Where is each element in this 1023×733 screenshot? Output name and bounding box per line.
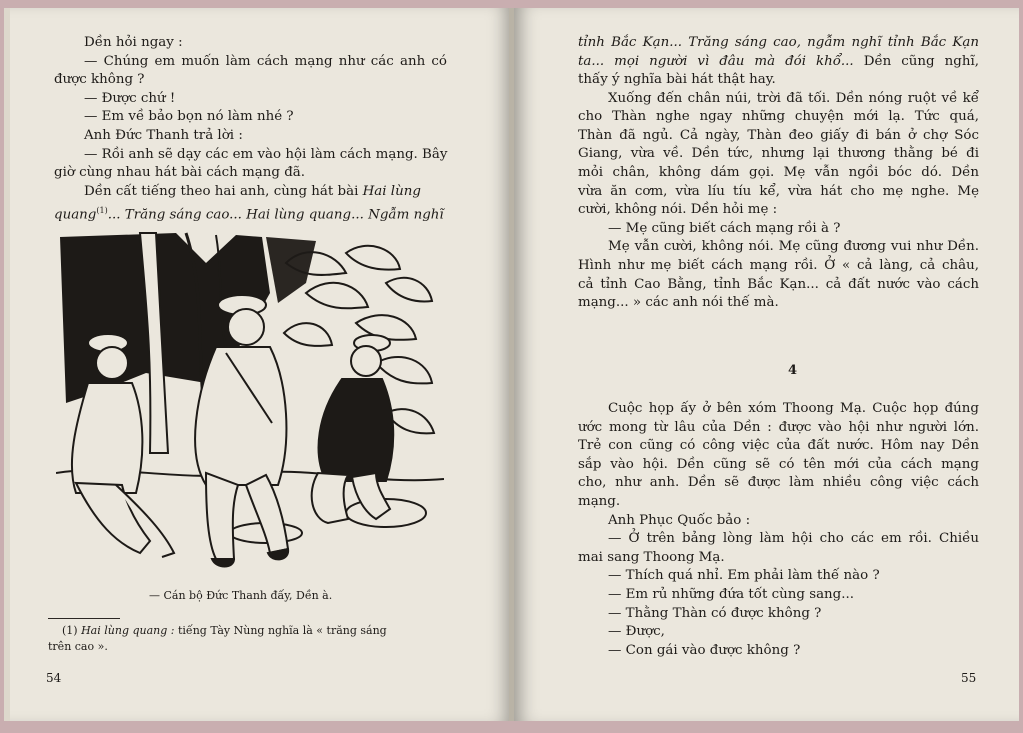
- page-number-right: 55: [961, 671, 977, 685]
- right-page: [514, 8, 1019, 721]
- book-spread: [4, 8, 1019, 721]
- right-page-text: [578, 71, 979, 313]
- text-line: Anh Phục Quốc bảo :: [608, 512, 751, 528]
- footnote: (1) Hai lùng quang : tiếng Tày Nùng nghĩa là « trăng sáng trên cao ».: [48, 624, 387, 653]
- text-line: mạng.: [578, 493, 621, 509]
- text-line: cả tỉnh Cao Bằng, tỉnh Bắc Kạn... cả đất nước vào cách: [578, 276, 979, 292]
- text-line: Giang, vừa về. Dền tức, nhưng lại thương thằng bé đi: [578, 146, 979, 162]
- text-line: vừa ăn cơm, vừa líu tíu kể, vừa hát cho mẹ nghe. Mẹ: [578, 183, 979, 199]
- text-line: Anh Đức Thanh trả lời :: [84, 127, 243, 143]
- text-line: Trẻ con cũng có công việc của đất nước. Hôm nay Dền: [578, 438, 979, 454]
- text-line: quang$^{(1)}$... Trăng sáng cao... Hai lùng quang... Ngẫm nghĩ: [54, 205, 444, 223]
- text-line: Thàn đã ngủ. Cả ngày, Thàn đeo giấy đi bán ở chợ Sóc: [578, 127, 979, 143]
- text-line: Dền hỏi ngay :: [84, 35, 183, 50]
- text-line: mạng... » các anh nói thế mà.: [578, 295, 779, 311]
- text-line: được không ?: [54, 72, 145, 88]
- text-line: cho Thàn nghe ngay những chuyện mới lạ. Tức quá,: [578, 109, 979, 125]
- text-line: mỏi chân, không dám gọi. Mẹ vẫn ngồi bóc dó. Dền: [578, 164, 979, 180]
- text-line: cho, như anh. Dền sẽ được làm nhiều công việc cách: [578, 475, 979, 491]
- text-line: — Ở trên bảng lòng làm hội cho các em rồi. Chiều: [608, 531, 979, 547]
- text-line: ước mong từ lâu của Dền : được vào hội như người lớn.: [578, 419, 979, 435]
- text-line: thấy ý nghĩa bài hát thật hay.: [578, 72, 776, 87]
- right-page-text-chapter: [578, 400, 979, 660]
- text-line: ta... mọi người vì đâu mà đói khổ... Dền cũng nghĩ,: [578, 53, 979, 69]
- text-line: — Em về bảo bọn nó làm nhé ?: [84, 109, 294, 125]
- text-line: — Chúng em muốn làm cách mạng như các anh có: [84, 53, 447, 69]
- text-line: — Con gái vào được không ?: [608, 642, 801, 658]
- left-page-text-continued: [54, 183, 447, 223]
- text-line: — Thằng Thàn có được không ?: [608, 605, 822, 621]
- text-line: Mẹ vẫn cười, không nói. Mẹ cũng đương vui như Dền.: [608, 239, 979, 255]
- text-line: — Thích quá nhỉ. Em phải làm thế nào ?: [608, 568, 880, 584]
- chapter-number: 4: [788, 363, 798, 378]
- footnote-rule: [48, 618, 120, 619]
- left-page-text: [54, 34, 447, 183]
- text-line: cười, không nói. Dền hỏi mẹ :: [578, 202, 778, 218]
- text-line: — Rồi anh sẽ dạy các em vào hội làm cách mạng. Bây: [84, 146, 448, 162]
- text-line: Hình như mẹ biết cách mạng rồi. Ở « cả làng, cả châu,: [578, 257, 979, 273]
- page-number-left: 54: [46, 671, 62, 685]
- text-line: sắp vào hội. Dền cũng sẽ có tên mới của cách mạng: [578, 456, 979, 472]
- text-line: — Được chứ !: [84, 90, 176, 106]
- illustration: [56, 223, 444, 583]
- text-line: mai sang Thoong Mạ.: [578, 549, 725, 565]
- text-line: — Mẹ cũng biết cách mạng rồi à ?: [608, 220, 841, 236]
- illustration-caption: — Cán bộ Đức Thanh đấy, Dền à.: [149, 589, 333, 602]
- text-line: Cuộc họp ấy ở bên xóm Thoong Mạ. Cuộc họp đúng: [608, 401, 979, 416]
- text-line: Xuống đến chân núi, trời đã tối. Dền nóng ruột về kể: [608, 90, 979, 106]
- text-line: Dền cất tiếng theo hai anh, cùng hát bài Hai lùng: [84, 184, 421, 199]
- left-page: [10, 8, 512, 721]
- text-line: — Em rủ những đứa tốt cùng sang...: [608, 586, 855, 602]
- right-page-top-text: [578, 34, 979, 71]
- text-line: — Được,: [608, 624, 665, 640]
- text-line: giờ cùng nhau hát bài cách mạng đã.: [54, 165, 306, 181]
- text-line: tỉnh Bắc Kạn... Trăng sáng cao, ngẫm nghĩ tỉnh Bắc Kạn: [578, 35, 979, 50]
